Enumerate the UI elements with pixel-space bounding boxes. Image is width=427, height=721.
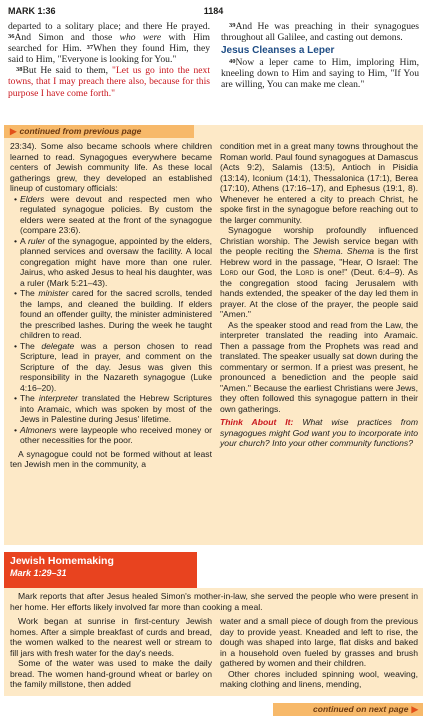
paragraph: Mark reports that after Jesus healed Simon's mother-in-law, she served the people who were present in her home. Her efforts likely involved far more than cooking a meal.: [10, 591, 418, 612]
term: interpreter: [38, 393, 78, 403]
paragraph: Other chores included spinning wool, weaving, making clothing and linens, mending,: [220, 668, 418, 689]
small-caps-word: Lord: [220, 267, 239, 277]
scripture-column-right: [221, 21, 419, 91]
verse-text: Now a leper came to Him, imploring Him, kneeling down to Him and saying to Him, "If You are willing, You can make me clean.": [221, 57, 419, 91]
article-reference: Mark 1:29–31: [10, 568, 67, 578]
list-item-text: The: [20, 393, 39, 403]
list-item-text: were devout and respected men who regulated synagogue policies. By custom the elders were seated at the front of the synagogue (compare 23:6).: [20, 193, 212, 235]
text-run: our God, the: [238, 267, 296, 277]
term: delegate: [41, 340, 75, 351]
section-heading: Jesus Cleanses a Leper: [221, 45, 335, 57]
bullet-icon: •: [14, 340, 18, 351]
list-item-text: A: [20, 235, 28, 246]
synagogue-article-box: [4, 125, 423, 545]
verse-number: 39: [229, 22, 236, 29]
list-item-text: translated the Hebrew Scriptures into Aramaic, which was spoken by most of the Jews in Palestine during Jesus' lifetime.: [20, 393, 212, 424]
bullet-icon: •: [14, 193, 18, 204]
list-item: [10, 236, 212, 289]
list-item-text: The: [20, 340, 42, 351]
list-item: [10, 425, 212, 446]
running-header: [8, 6, 419, 19]
verse-text: And He was preaching in their synagogues throughout all Galilee, and casting out demons.: [221, 21, 419, 44]
paragraph: Some of the water was used to make the daily bread. The women hand-ground wheat or barley on the family millstone, then added: [10, 658, 212, 689]
article-title: Jewish Homemaking: [10, 555, 114, 567]
verse-number: 40: [229, 58, 236, 66]
article-column-right: [220, 141, 418, 449]
term: minister: [38, 288, 69, 298]
think-question: What wise practices from synagogues might God want you to incorporate into your church? Into your other community functions?: [220, 417, 418, 448]
text-run: Synagogue worship profoundly influenced Christian worship. The Jewish service began with the people reciting the: [220, 225, 418, 256]
term: Shema: [346, 246, 375, 256]
header-reference: MARK 1:36: [8, 6, 56, 16]
list-item: [10, 393, 212, 425]
verse-text: with Him searched for Him.: [8, 32, 211, 55]
homemaking-title-bar: [4, 552, 197, 588]
italic-supplied-word: who were: [119, 32, 162, 44]
paragraph: [220, 225, 418, 320]
paragraph: Work began at sunrise in first-century Jewish homes. After a simple breakfast of curds and bread, the women walked to the nearest well or stream to fill jars with fresh water for the day's needs.: [10, 616, 212, 658]
small-caps-word: Lord: [295, 267, 314, 277]
paragraph: condition met in a great many towns throughout the Roman world. Paul found synagogues at Damascus (Acts 9:2), Salamis (13:5), Antioch in Pisidia (13:14), Iconium (14:1), Thessalonica (17:1), Berea (17:10), Athens (17:16–17), and Ephesus (19:1, 8). Whenever he entered a city to preach Christ, he spoke first in the synagogue before reaching out to the larger community.: [220, 141, 418, 225]
page-number: 1184: [203, 6, 224, 16]
list-item: [10, 288, 212, 341]
continued-label: continued on next page: [313, 704, 409, 714]
triangle-right-icon: ▶: [411, 704, 418, 714]
verse-number: 38: [16, 66, 23, 74]
verse-number: 36: [8, 33, 15, 41]
think-label: Think About It:: [220, 417, 294, 427]
paragraph: A synagogue could not be formed without at least ten Jewish men in the community, a: [10, 448, 212, 469]
words-of-jesus: "Let us go into the next towns, that I may preach there also, because for this purpose I have come forth.": [8, 65, 210, 99]
continued-from-tab: [4, 125, 194, 138]
paragraph: water and a small piece of dough from the previous day to provide yeast. Kneaded and left to rise, the dough was shaped into large, flat disks and baked in a household oven fueled by grasses and brush gathered by women and their children.: [220, 616, 418, 668]
scripture-column-left: [8, 21, 210, 99]
list-item-text: were laypeople who received money or other necessities for the poor.: [20, 424, 212, 445]
bullet-icon: •: [14, 288, 18, 298]
list-item: [10, 194, 212, 236]
bullet-icon: •: [14, 235, 18, 246]
article-column-right: [220, 616, 418, 690]
list-item-text: The: [20, 288, 39, 298]
bullet-icon: •: [14, 424, 18, 435]
list-item-text: was a person chosen to read Scripture, lead in prayer, and comment on the Scripture of the day. Jesus was given this responsibility in the Nazareth synagogue (Luke 4:16–20).: [20, 340, 212, 393]
homemaking-article-box: [4, 588, 423, 696]
verse-text: But He said to them,: [22, 65, 113, 77]
think-about-it: [220, 417, 418, 449]
term: Shema: [313, 246, 341, 256]
term: ruler: [27, 235, 46, 246]
list-item-text: cared for the sacred scrolls, tended the lamps, and cleaned the building. If elders found an offender guilty, the minister administered the prescribed lashes. During the week he taught children to read.: [20, 288, 212, 340]
verse-text: departed to a solitary place; and there He prayed.: [8, 21, 210, 32]
article-column-left: [10, 616, 212, 690]
text-run: .: [340, 246, 347, 256]
paragraph: As the speaker stood and read from the Law, the interpreter translated the reading into Aramaic. Then a passage from the Prophets was read and translated. The speaker usually sat down during the commentary or sermon. If a priest was present, he pronounced a benediction and the people said "Amen." Because the earliest Christians were Jews, they often followed this synagogue pattern in their own gatherings.: [220, 319, 418, 414]
continued-label: continued from previous page: [19, 126, 142, 136]
text-run: is the first Hebrew word in the passage, "Hear, O Israel: The: [220, 246, 418, 267]
bullet-icon: •: [14, 393, 18, 403]
paragraph: 23:34). Some also became schools where children learned to read. Synagogues everywhere became centers of Jewish community life. As these local gatherings grew, they developed an established lineup of customary officials:: [10, 141, 212, 193]
term: Elders: [20, 193, 45, 204]
list-item: [10, 341, 212, 394]
continued-next-tab: [273, 703, 423, 716]
article-column-left: [10, 141, 212, 470]
verse-text: When they found Him, they said to Him, "Everyone is looking for You.": [8, 43, 211, 66]
list-item-text: of the synagogue, appointed by the elders, planned services and oversaw the facility. A local congregation might have more than one ruler. Jairus, who asked Jesus to heal his daughter, was a ruler (Mark 5:21–43).: [20, 235, 212, 288]
verse-text: And Simon and those: [14, 32, 120, 44]
term: Almoners: [20, 424, 57, 435]
verse-number: 37: [86, 44, 94, 52]
triangle-right-icon: ▶: [10, 126, 17, 136]
text-run: is one!" (Deut. 6:4–9). As the congregation stood facing Jerusalem with hands extended, the speaker of the day led them in prayer. At the close of the prayer, the people said "Amen.": [220, 267, 418, 319]
